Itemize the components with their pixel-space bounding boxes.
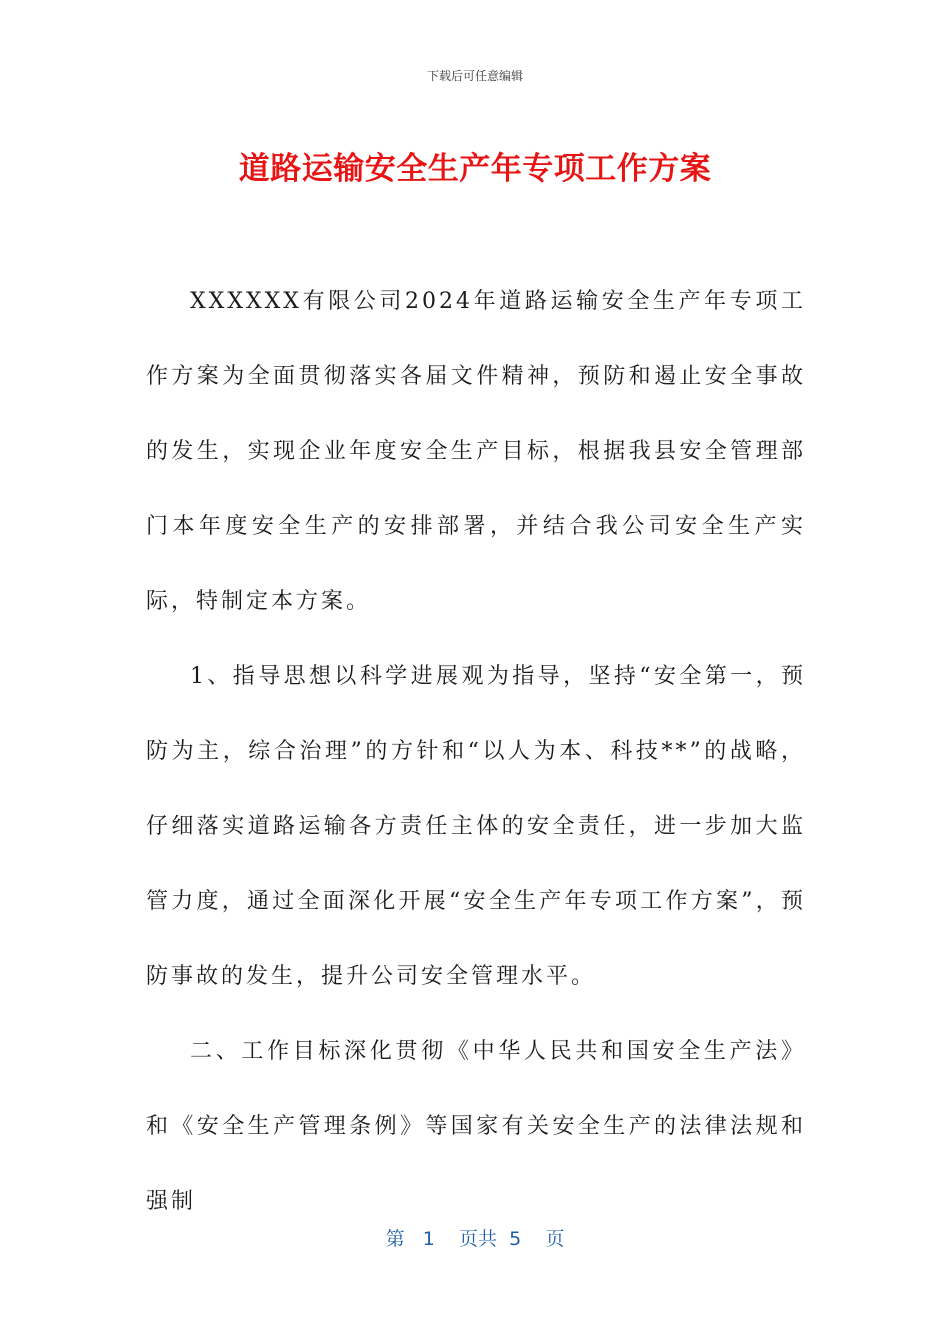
document-body [146,264,806,1239]
header-note: 下载后可任意编辑 [426,69,523,83]
page-label-mid: 页共 [459,1228,498,1250]
paragraph-guiding-ideology: 1、指导思想以科学进展观为指导，坚持“安全第一，预防为主，综合治理”的方针和“以人为本、科技**”的战略，仔细落实道路运输各方责任主体的安全责任，进一步加大监管力度，通过全面深化开展“安全生产年专项工作方案”，预防事故的发生，提升公司安全管理水平。 [146,664,806,989]
paragraph-intro: XXXXXX有限公司2024年道路运输安全生产年专项工作方案为全面贯彻落实各届文件精神，预防和遏止安全事故的发生，实现企业年度安全生产目标，根据我县安全管理部门本年度安全生产的安排部署，并结合我公司安全生产实际，特制定本方案。 [146,289,806,614]
current-page-number: 1 [422,1228,435,1250]
page-label-suffix: 页 [545,1228,565,1250]
page-label-prefix: 第 [385,1228,405,1250]
page-footer [0,1224,950,1251]
paragraph-work-goals: 二、工作目标深化贯彻《中华人民共和国安全生产法》和《安全生产管理条例》等国家有关安全生产的法律法规和强制 [146,1039,806,1214]
total-pages-number: 5 [509,1228,522,1250]
document-title: 道路运输安全生产年专项工作方案 [238,151,712,187]
